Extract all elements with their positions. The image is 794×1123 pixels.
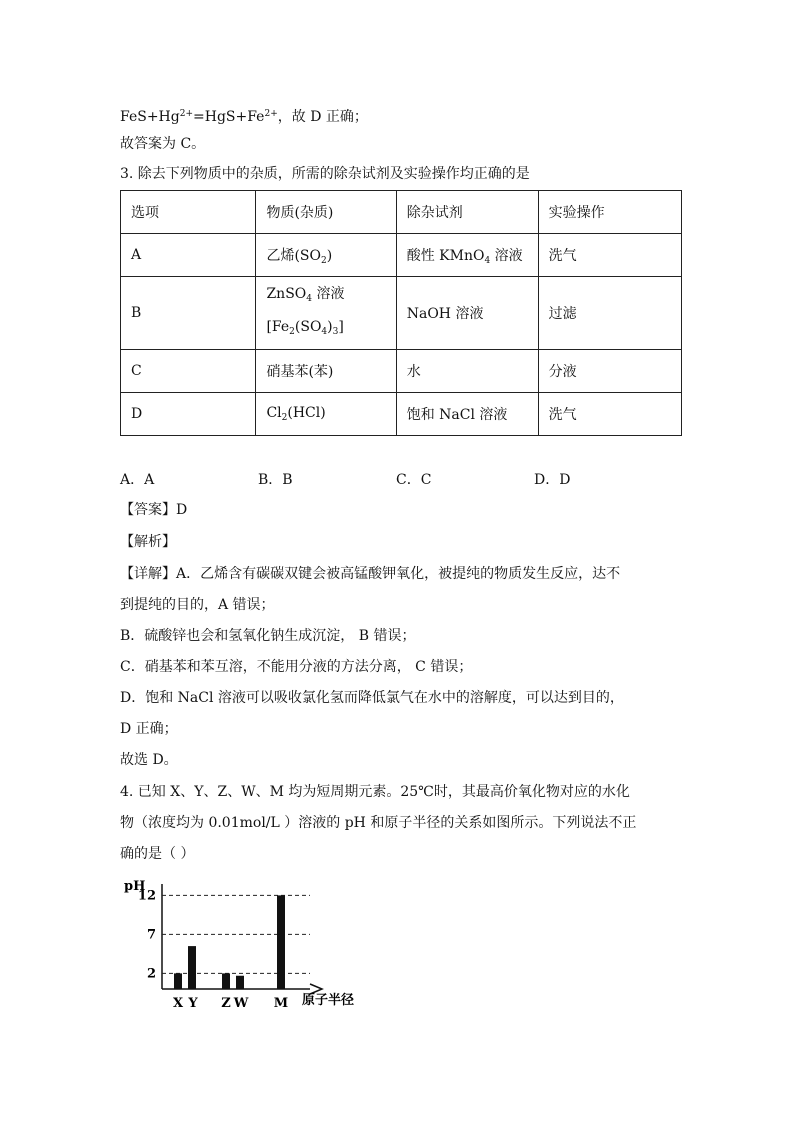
row-operation: 分液 <box>538 350 681 393</box>
q3-stem: 3. 除去下列物质中的杂质，所需的除杂试剂及实验操作均正确的是 <box>120 166 530 182</box>
row-option: A <box>121 234 256 277</box>
answer-line <box>120 500 187 520</box>
row-reagent: 饱和 NaCl 溶液 <box>396 393 538 436</box>
header-option: 选项 <box>121 191 256 234</box>
row-option: C <box>121 350 256 393</box>
choice-a: A．A <box>120 472 155 488</box>
row-reagent: 水 <box>396 350 538 393</box>
detail-label: 【详解】 <box>120 566 176 582</box>
q4-line3: 确的是（ ） <box>120 846 195 862</box>
x-tick-label-m: M <box>273 996 289 1011</box>
header-operation: 实验操作 <box>538 191 681 234</box>
bar-m <box>277 895 285 989</box>
choice-d: D．D <box>534 472 571 488</box>
y-axis-label: pH <box>124 879 146 894</box>
row-reagent: 酸性 KMnO$_4$ 溶液 <box>396 234 538 277</box>
row-option: B <box>121 277 256 350</box>
y-tick-label: 12 <box>137 888 156 904</box>
table-row <box>121 350 682 393</box>
row-substance: ZnSO$_4$ 溶液 $[Fe_2(SO_4)_3]$ <box>256 277 396 350</box>
answer-value: D <box>176 502 188 518</box>
analysis-label: 【解析】 <box>120 534 176 550</box>
ionic-equation: $FeS+Hg^{2+}=HgS+Fe^{2+}$ <box>120 109 278 125</box>
detail-a-line2: 到提纯的目的，A 错误； <box>120 597 275 613</box>
bar-y <box>188 946 196 989</box>
detail-d-line1: D．饱和 NaCl 溶液可以吸收氯化氢而降低氯气在水中的溶解度，可以达到目的， <box>120 690 624 706</box>
row-substance: 乙烯$(SO_2)$ <box>256 234 396 277</box>
table-row <box>121 393 682 436</box>
row-substance: $Cl_2(HCl)$ <box>256 393 396 436</box>
row-reagent: NaOH 溶液 <box>396 277 538 350</box>
detail-b: B．硫酸锌也会和氢氧化钠生成沉淀， B 错误； <box>120 628 416 644</box>
bar-x <box>174 973 182 989</box>
row-operation: 洗气 <box>538 393 681 436</box>
q3-table <box>120 190 682 436</box>
row-operation: 洗气 <box>538 234 681 277</box>
row-operation: 过滤 <box>538 277 681 350</box>
header-substance: 物质(杂质) <box>256 191 396 234</box>
answer-label: 【答案】 <box>120 502 176 518</box>
q4-line2: 物（浓度均为 0.01mol/L ）溶液的 pH 和原子半径的关系如图所示。下列说法不正 <box>120 815 637 831</box>
y-tick-label: 2 <box>146 966 156 982</box>
y-tick-label: 7 <box>146 927 156 943</box>
header-reagent: 除杂试剂 <box>396 191 538 234</box>
bar-z <box>222 973 230 989</box>
conclusion: 故选 D。 <box>120 752 178 768</box>
row-substance: 硝基苯(苯) <box>256 350 396 393</box>
x-axis-label: 原子半径 <box>302 993 355 1008</box>
bar-w <box>236 976 244 989</box>
detail-c: C．硝基苯和苯互溶，不能用分液的方法分离， C 错误； <box>120 659 473 675</box>
choice-c: C．C <box>396 472 432 488</box>
ph-radius-chart <box>110 870 390 1015</box>
row-option: D <box>121 393 256 436</box>
x-tick-label-y: Y <box>188 996 198 1011</box>
x-tick-label-w: W <box>233 996 249 1011</box>
q4-line1: 4. 已知 X、Y、Z、W、M 均为短周期元素。25℃时，其最高价氧化物对应的水化 <box>120 784 630 800</box>
table-header-row <box>121 191 682 234</box>
x-tick-label-x: X <box>172 996 184 1011</box>
prev-conclusion: 故答案为 C。 <box>120 136 206 152</box>
table-row <box>121 277 682 350</box>
x-tick-label-z: Z <box>221 996 231 1011</box>
choice-b: B．B <box>258 472 293 488</box>
prev-answer-line: $FeS+Hg^{2+}=HgS+Fe^{2+}$，故 D 正确； <box>120 109 368 125</box>
detail-d-line2: D 正确； <box>120 721 178 737</box>
detail-a-line1: 【详解】A．乙烯含有碳碳双键会被高锰酸钾氧化，被提纯的物质发生反应，达不 <box>120 566 621 582</box>
table-row <box>121 234 682 277</box>
